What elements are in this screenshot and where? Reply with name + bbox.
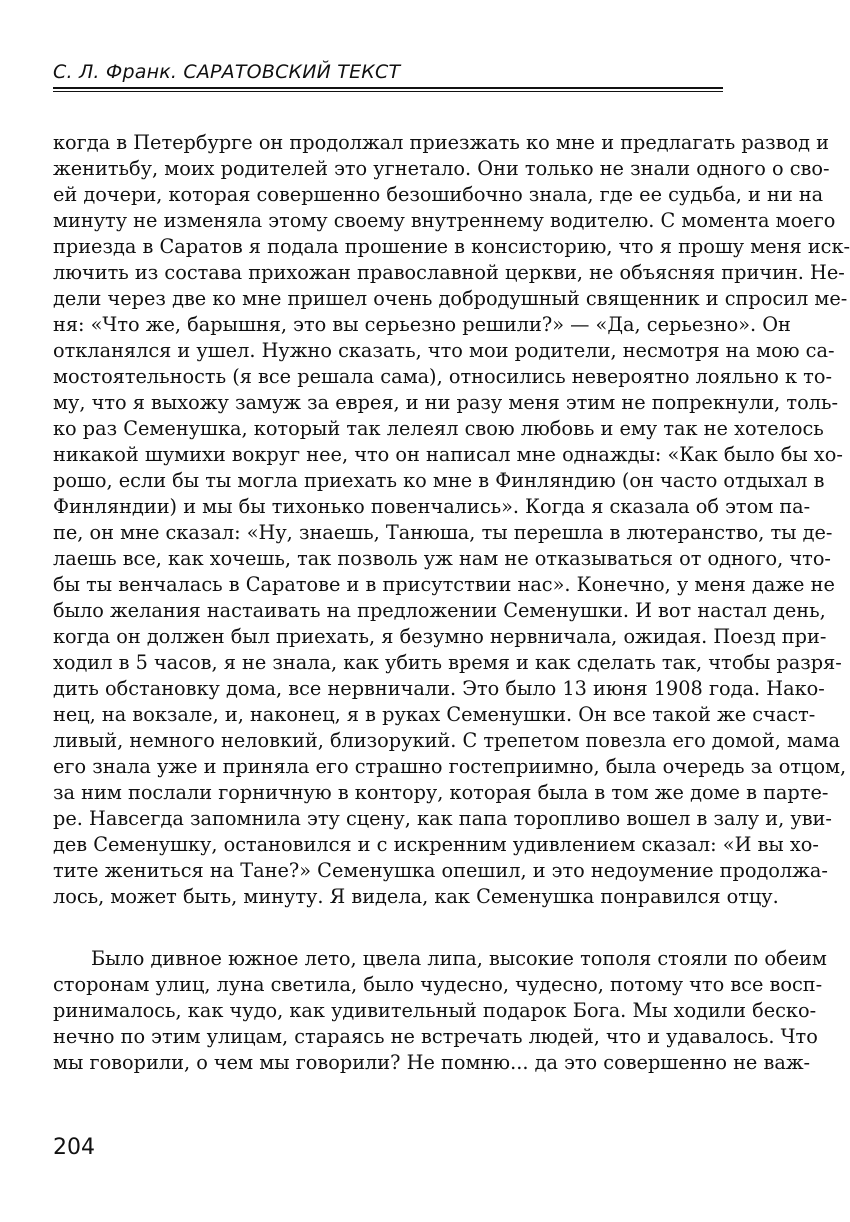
page-number: 204	[53, 1135, 95, 1160]
text-line: ринималось, как чудо, как удивительный подарок Бога. Мы ходили беско-	[53, 999, 817, 1022]
text-line: рошо, если бы ты могла приехать ко мне в Финляндию (он часто отдыхал в	[53, 469, 825, 492]
text-line: мы говорили, о чем мы говорили? Не помню... да это совершенно не важ-	[53, 1051, 811, 1074]
text-line: дев Семенушку, остановился и с искренним удивлением сказал: «И вы хо-	[53, 833, 819, 856]
text-line: сторонам улиц, луна светила, было чудесно, чудесно, потому что все восп-	[53, 973, 823, 996]
text-line: бы ты венчалась в Саратове и в присутствии нас». Конечно, у меня даже не	[53, 573, 835, 596]
text-line: Было дивное южное лето, цвела липа, высокие тополя стояли по обеим	[91, 947, 827, 970]
text-line: ходил в 5 часов, я не знала, как убить время и как сделать так, чтобы разря-	[53, 651, 842, 674]
text-line: пе, он мне сказал: «Ну, знаешь, Танюша, ты перешла в лютеранство, ты де-	[53, 521, 833, 544]
text-line: дели через две ко мне пришел очень добродушный священник и спросил ме-	[53, 287, 848, 310]
text-line: дить обстановку дома, все нервничали. Это было 13 июня 1908 года. Нако-	[53, 677, 825, 700]
text-line: Финляндии) и мы бы тихонько повенчались». Когда я сказала об этом па-	[53, 495, 811, 518]
text-line: лаешь все, как хочешь, так позволь уж нам не отказываться от одного, что-	[53, 547, 831, 570]
text-line: было желания настаивать на предложении Семенушки. И вот настал день,	[53, 599, 826, 622]
text-line: нечно по этим улицам, стараясь не встречать людей, что и удавалось. Что	[53, 1025, 818, 1048]
header-rule-thick	[53, 87, 723, 89]
header-rule-thin	[53, 91, 723, 92]
text-line: приезда в Саратов я подала прошение в консисторию, что я прошу меня иск-	[53, 235, 850, 258]
text-line: минуту не изменяла этому своему внутреннему водителю. С момента моего	[53, 209, 836, 232]
text-line: тите жениться на Тане?» Семенушка опешил, и это недоумение продолжа-	[53, 859, 828, 882]
text-line: за ним послали горничную в контору, которая была в том же доме в парте-	[53, 781, 829, 804]
text-line: ей дочери, которая совершенно безошибочно знала, где ее судьба, и ни на	[53, 183, 824, 206]
running-head: С. Л. Франк. САРАТОВСКИЙ ТЕКСТ	[53, 61, 401, 83]
text-line: никакой шумихи вокруг нее, что он написал мне однажды: «Как было бы хо-	[53, 443, 843, 466]
text-line: когда в Петербурге он продолжал приезжать ко мне и предлагать развод и	[53, 131, 829, 154]
text-line: ливый, немного неловкий, близорукий. С трепетом повезла его домой, мама	[53, 729, 840, 752]
text-line: лючить из состава прихожан православной церкви, не объясняя причин. Не-	[53, 261, 845, 284]
text-line: когда он должен был приехать, я безумно нервничала, ожидая. Поезд при-	[53, 625, 827, 648]
text-line: его знала уже и приняла его страшно гостеприимно, была очередь за отцом,	[53, 755, 847, 778]
text-line: лось, может быть, минуту. Я видела, как Семенушка понравился отцу.	[53, 885, 779, 908]
text-line: му, что я выхожу замуж за еврея, и ни разу меня этим не попрекнули, толь-	[53, 391, 838, 414]
text-line: нец, на вокзале, и, наконец, я в руках Семенушки. Он все такой же счаст-	[53, 703, 816, 726]
text-line: откланялся и ушел. Нужно сказать, что мои родители, несмотря на мою са-	[53, 339, 835, 362]
text-line: ре. Навсегда запомнила эту сцену, как папа торопливо вошел в залу и, уви-	[53, 807, 832, 830]
text-line: ко раз Семенушка, который так лелеял свою любовь и ему так не хотелось	[53, 417, 824, 440]
text-line: женитьбу, моих родителей это угнетало. Они только не знали одного о сво-	[53, 157, 830, 180]
text-line: мостоятельность (я все решала сама), относились невероятно лояльно к то-	[53, 365, 832, 388]
text-line: ня: «Что же, барышня, это вы серьезно решили?» — «Да, серьезно». Он	[53, 313, 791, 336]
